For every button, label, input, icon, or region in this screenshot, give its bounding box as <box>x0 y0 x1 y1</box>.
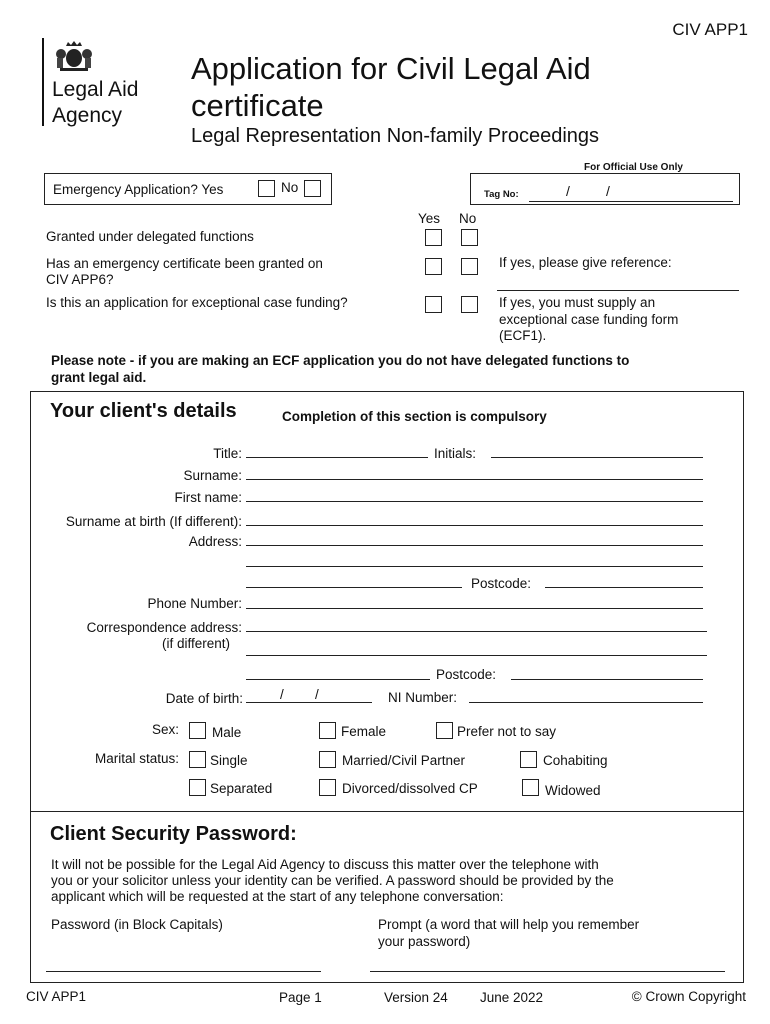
ni-field[interactable] <box>469 702 703 703</box>
prompt-label-2: your password) <box>378 934 471 949</box>
dob-field[interactable] <box>246 702 372 703</box>
yes-column-header: Yes <box>418 211 441 226</box>
emergency-cert-note: If yes, please give reference: <box>499 255 672 270</box>
form-title-line2: certificate <box>191 88 324 123</box>
postcode-field[interactable] <box>545 587 703 588</box>
address-field-2[interactable] <box>246 566 703 567</box>
marital-divorced-label: Divorced/dissolved CP <box>342 781 478 796</box>
prompt-label-1: Prompt (a word that will help you remember <box>378 917 640 932</box>
correspondence-field-3[interactable] <box>246 679 430 680</box>
footer-version: Version 24 <box>384 990 448 1005</box>
correspondence-field-1[interactable] <box>246 631 707 632</box>
footer-page: Page 1 <box>279 990 322 1005</box>
address-field-1[interactable] <box>246 545 703 546</box>
official-use-label: For Official Use Only <box>584 162 683 173</box>
emergency-cert-reference-field[interactable] <box>497 290 739 291</box>
security-text-1: It will not be possible for the Legal Aid Agency to discuss this matter over the telephone with <box>51 857 599 872</box>
phone-label: Phone Number: <box>147 596 242 611</box>
marital-married-checkbox[interactable] <box>319 751 336 768</box>
no-column-header: No <box>459 211 477 226</box>
marital-widowed-label: Widowed <box>545 783 601 798</box>
sex-female-label: Female <box>341 724 387 739</box>
initials-label: Initials: <box>434 446 477 461</box>
sex-female-checkbox[interactable] <box>319 722 336 739</box>
agency-name-line1: Legal Aid <box>52 78 139 101</box>
address-label: Address: <box>188 534 242 549</box>
footer-date: June 2022 <box>480 990 544 1005</box>
first-name-field[interactable] <box>246 501 703 502</box>
dob-label: Date of birth: <box>165 691 243 706</box>
password-label: Password (in Block Capitals) <box>51 917 223 932</box>
tag-no-field[interactable] <box>529 201 733 202</box>
question-delegated: Granted under delegated functions <box>46 229 254 244</box>
delegated-no-checkbox[interactable] <box>461 229 478 246</box>
form-title-line1: Application for Civil Legal Aid <box>191 51 591 86</box>
client-details-heading: Your client's details <box>50 400 237 422</box>
question-ecf: Is this an application for exceptional case funding? <box>46 295 348 310</box>
ecf-note-1: If yes, you must supply an <box>499 295 656 310</box>
marital-separated-label: Separated <box>210 781 273 796</box>
surname-field[interactable] <box>246 479 703 480</box>
sex-male-label: Male <box>212 725 242 740</box>
correspondence-label: Correspondence address: <box>86 620 242 635</box>
ecf-note-3: (ECF1). <box>499 328 547 343</box>
sex-prefer-not-label: Prefer not to say <box>457 724 557 739</box>
form-code: CIV APP1 <box>672 20 748 39</box>
security-text-3: applicant which will be requested at the start of any telephone conversation: <box>51 889 504 904</box>
emergency-no-checkbox[interactable] <box>304 180 321 197</box>
sex-label: Sex: <box>151 722 179 737</box>
prompt-field[interactable] <box>370 971 725 972</box>
sex-male-checkbox[interactable] <box>189 722 206 739</box>
postcode-label: Postcode: <box>471 576 532 591</box>
title-label: Title: <box>213 446 242 461</box>
correspondence-field-2[interactable] <box>246 655 707 656</box>
footer-copyright: © Crown Copyright <box>631 989 746 1004</box>
marital-cohabiting-label: Cohabiting <box>543 753 608 768</box>
emergency-no-label: No <box>281 180 299 195</box>
emergency-cert-no-checkbox[interactable] <box>461 258 478 275</box>
address-field-3[interactable] <box>246 587 462 588</box>
marital-cohabiting-checkbox[interactable] <box>520 751 537 768</box>
agency-name-line2: Agency <box>52 104 123 127</box>
ni-label: NI Number: <box>388 690 458 705</box>
sex-prefer-not-checkbox[interactable] <box>436 722 453 739</box>
first-name-label: First name: <box>174 490 242 505</box>
correspondence-postcode-label: Postcode: <box>436 667 497 682</box>
security-text-2: you or your solicitor unless your identity can be verified. A password should be provided by the <box>51 873 614 888</box>
marital-status-label: Marital status: <box>94 751 179 766</box>
security-heading: Client Security Password: <box>50 823 297 845</box>
client-details-section <box>30 391 744 812</box>
marital-single-label: Single <box>210 753 248 768</box>
form-subtitle: Legal Representation Non-family Proceedings <box>191 125 600 147</box>
emergency-cert-yes-checkbox[interactable] <box>425 258 442 275</box>
agency-logo <box>42 38 167 128</box>
ecf-no-checkbox[interactable] <box>461 296 478 313</box>
password-field[interactable] <box>46 971 321 972</box>
marital-married-label: Married/Civil Partner <box>342 753 466 768</box>
initials-field[interactable] <box>491 457 703 458</box>
correspondence-if-different: (if different) <box>161 636 230 651</box>
tag-slash-1: / <box>566 183 570 199</box>
emergency-box <box>44 173 332 205</box>
royal-crest-icon <box>54 40 94 72</box>
question-emergency-cert-2: CIV APP6? <box>46 272 114 287</box>
ecf-warning-1: Please note - if you are making an ECF application you do not have delegated functions to <box>51 353 630 368</box>
ecf-warning-2: grant legal aid. <box>51 370 147 385</box>
title-field[interactable] <box>246 457 428 458</box>
dob-slash-1: / <box>280 687 284 702</box>
compulsory-note: Completion of this section is compulsory <box>282 409 547 424</box>
emergency-label: Emergency Application? Yes <box>53 182 224 197</box>
emergency-yes-checkbox[interactable] <box>258 180 275 197</box>
footer-form-code: CIV APP1 <box>26 989 87 1004</box>
ecf-note-2: exceptional case funding form <box>499 312 679 327</box>
surname-birth-field[interactable] <box>246 525 703 526</box>
correspondence-postcode-field[interactable] <box>511 679 703 680</box>
marital-widowed-checkbox[interactable] <box>522 779 539 796</box>
official-use-box <box>470 173 740 205</box>
tag-no-label: Tag No: <box>484 189 519 200</box>
surname-label: Surname: <box>183 468 242 483</box>
marital-single-checkbox[interactable] <box>189 751 206 768</box>
delegated-yes-checkbox[interactable] <box>425 229 442 246</box>
question-emergency-cert-1: Has an emergency certificate been granted on <box>46 256 323 271</box>
marital-separated-checkbox[interactable] <box>189 779 206 796</box>
marital-divorced-checkbox[interactable] <box>319 779 336 796</box>
surname-birth-label: Surname at birth (If different): <box>65 514 242 529</box>
ecf-yes-checkbox[interactable] <box>425 296 442 313</box>
tag-slash-2: / <box>606 183 610 199</box>
dob-slash-2: / <box>315 687 319 702</box>
phone-field[interactable] <box>246 608 703 609</box>
